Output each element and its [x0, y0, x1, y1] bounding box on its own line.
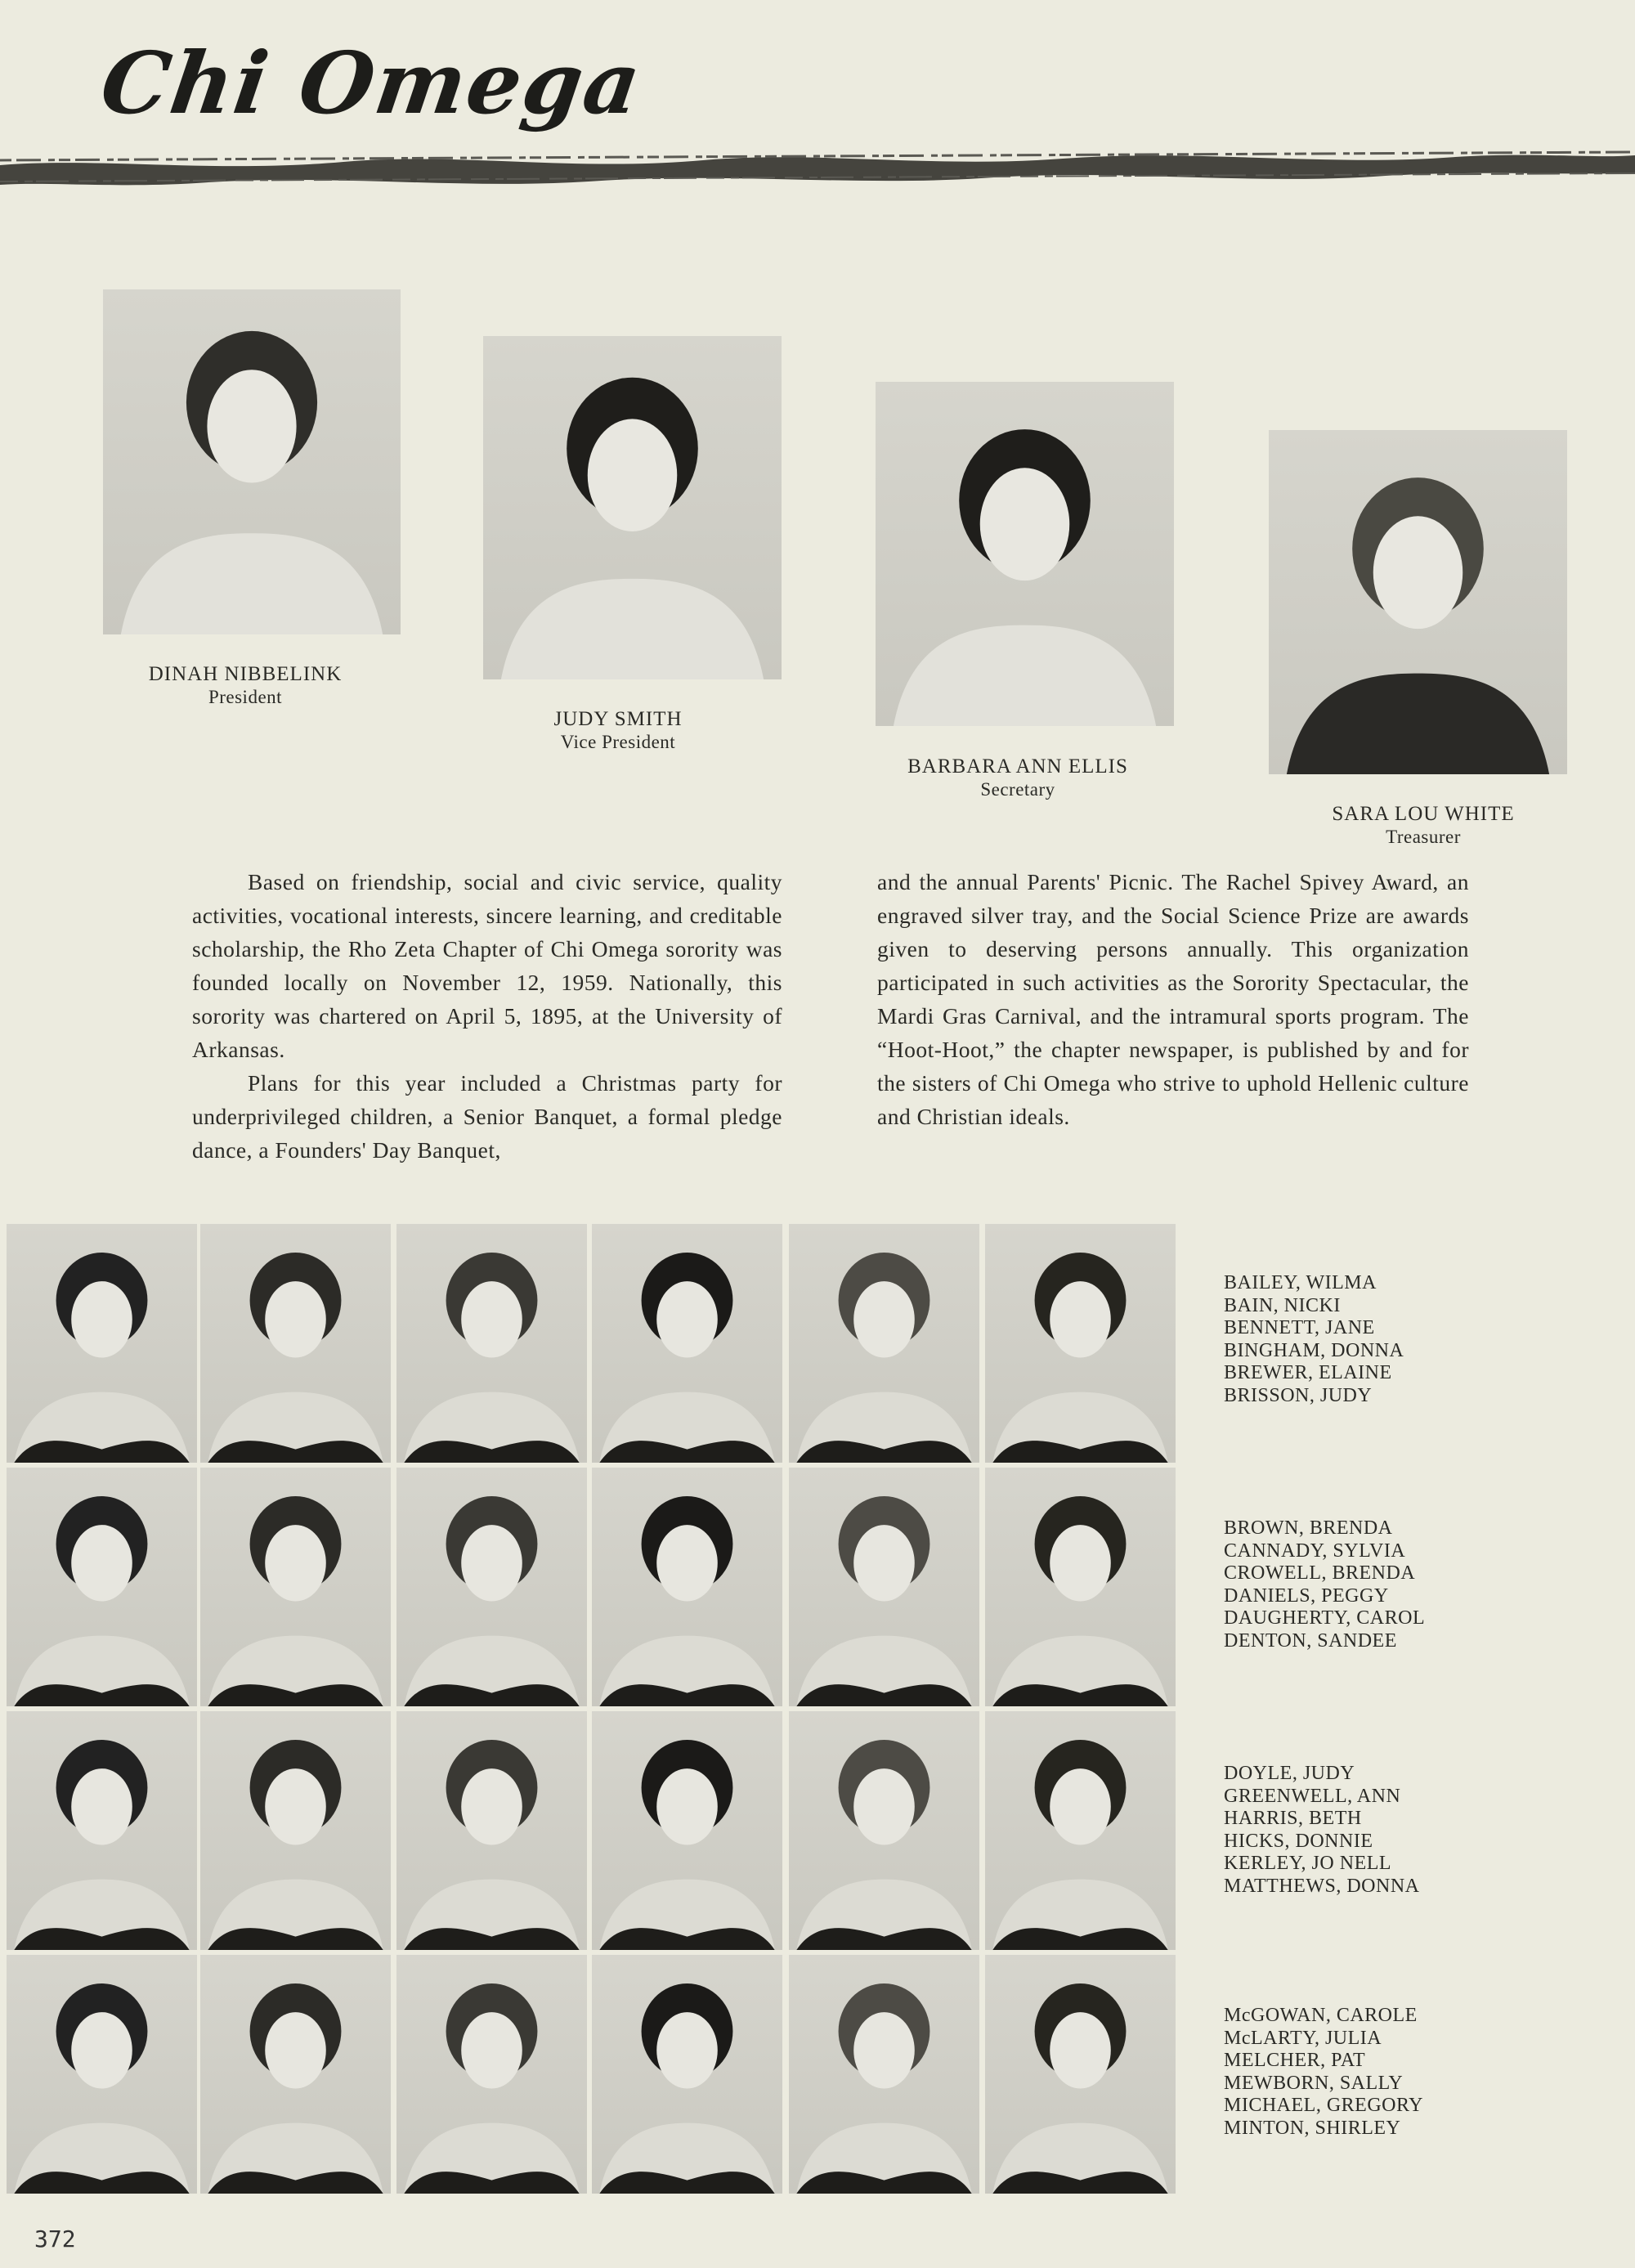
officer-caption	[879, 755, 1157, 801]
officer-name: DINAH NIBBELINK	[148, 663, 343, 685]
member-portrait	[396, 1224, 587, 1463]
member-names-row-3	[1224, 1763, 1419, 1898]
member-name: BENNETT, JANE	[1224, 1317, 1375, 1338]
member-portrait	[985, 1468, 1176, 1706]
member-name: MATTHEWS, DONNA	[1224, 1875, 1420, 1897]
member-name: HARRIS, BETH	[1224, 1808, 1362, 1829]
member-name: HICKS, DONNIE	[1224, 1830, 1373, 1852]
member-names-row-2	[1224, 1517, 1425, 1652]
member-portrait	[7, 1468, 197, 1706]
member-portrait	[200, 1711, 391, 1950]
body-paragraph: Plans for this year included a Christmas party for underprivileged children, a Senior Banquet, a formal pledge dance, a Founders' Day Banquet,	[192, 1070, 782, 1163]
officer-caption	[495, 708, 741, 754]
member-name: BINGHAM, DONNA	[1224, 1339, 1404, 1361]
member-portrait	[396, 1468, 587, 1706]
member-name: MELCHER, PAT	[1224, 2050, 1366, 2071]
officer-portrait	[483, 336, 782, 679]
member-name: McLARTY, JULIA	[1224, 2027, 1382, 2049]
member-name: BAILEY, WILMA	[1224, 1272, 1377, 1293]
member-portrait	[396, 1711, 587, 1950]
member-portrait	[789, 1224, 979, 1463]
member-portrait	[200, 1955, 391, 2194]
member-name: KERLEY, JO NELL	[1224, 1853, 1392, 1874]
member-portrait	[789, 1711, 979, 1950]
member-name: DAUGHERTY, CAROL	[1224, 1607, 1426, 1629]
member-name: BRISSON, JUDY	[1224, 1384, 1373, 1406]
member-name: BREWER, ELAINE	[1224, 1362, 1392, 1383]
member-name: CROWELL, BRENDA	[1224, 1562, 1416, 1584]
officer-name: JUDY SMITH	[553, 708, 683, 730]
member-portrait	[200, 1468, 391, 1706]
member-portrait	[200, 1224, 391, 1463]
member-name: DOYLE, JUDY	[1224, 1763, 1355, 1784]
officer-name: BARBARA ANN ELLIS	[907, 755, 1128, 778]
page-title: Chi Omega	[95, 33, 648, 133]
officer-caption	[1297, 803, 1550, 849]
member-portrait	[985, 1955, 1176, 2194]
brush-stroke-divider	[0, 141, 1635, 193]
member-portrait	[789, 1468, 979, 1706]
member-name: DANIELS, PEGGY	[1224, 1584, 1389, 1607]
member-portrait	[789, 1955, 979, 2194]
officer-portrait	[876, 382, 1174, 726]
member-name: DENTON, SANDEE	[1224, 1629, 1397, 1652]
body-paragraph: Based on friendship, social and civic service, quality activities, vocational interests, sincere learning, and creditable scholarship, the Rho Zeta Chapter of Chi Omega sorority was founded locally on November 12, 1959. Nationally, this sorority was chartered on April 5, 1895, at the University of Arkansas.	[192, 869, 782, 1062]
member-name: CANNADY, SYLVIA	[1224, 1540, 1406, 1562]
member-portrait	[985, 1711, 1176, 1950]
officer-portrait	[103, 289, 401, 634]
member-portrait	[592, 1224, 782, 1463]
member-name: MINTON, SHIRLEY	[1224, 2117, 1401, 2139]
member-name: BROWN, BRENDA	[1224, 1517, 1393, 1539]
member-portrait	[592, 1711, 782, 1950]
member-name: MICHAEL, GREGORY	[1224, 2095, 1424, 2116]
member-name: McGOWAN, CAROLE	[1224, 2005, 1418, 2026]
officer-caption	[123, 663, 368, 709]
officer-name: SARA LOU WHITE	[1332, 803, 1515, 825]
member-name: GREENWELL, ANN	[1224, 1785, 1401, 1807]
page-number: 372	[34, 2225, 76, 2252]
member-portrait	[985, 1224, 1176, 1463]
member-name: BAIN, NICKI	[1224, 1294, 1341, 1316]
member-names-row-1	[1224, 1272, 1404, 1407]
member-portrait	[7, 1711, 197, 1950]
member-portrait	[592, 1955, 782, 2194]
member-portrait	[7, 1224, 197, 1463]
body-column-right	[877, 865, 1469, 1133]
member-names-row-4	[1224, 2005, 1423, 2140]
officer-role: President	[208, 687, 283, 707]
officer-role: Secretary	[980, 779, 1055, 800]
member-name: MEWBORN, SALLY	[1224, 2072, 1404, 2094]
officer-portrait	[1269, 430, 1567, 774]
officer-role: Treasurer	[1386, 827, 1461, 847]
member-portrait	[396, 1955, 587, 2194]
body-column-left	[192, 865, 782, 1167]
member-portrait	[7, 1955, 197, 2194]
member-portrait	[592, 1468, 782, 1706]
body-paragraph: and the annual Parents' Picnic. The Rachel Spivey Award, an engraved silver tray, and the Social Science Prize are awards given to deserving persons annually. This organization participated in such activities as the Sorority Spectacular, the Mardi Gras Carnival, and the intramural sports program. The “Hoot-Hoot,” the chapter newspaper, is published by and for the sisters of Chi Omega who strive to uphold Hellenic culture and Christian ideals.	[877, 869, 1469, 1129]
officer-role: Vice President	[560, 732, 676, 752]
